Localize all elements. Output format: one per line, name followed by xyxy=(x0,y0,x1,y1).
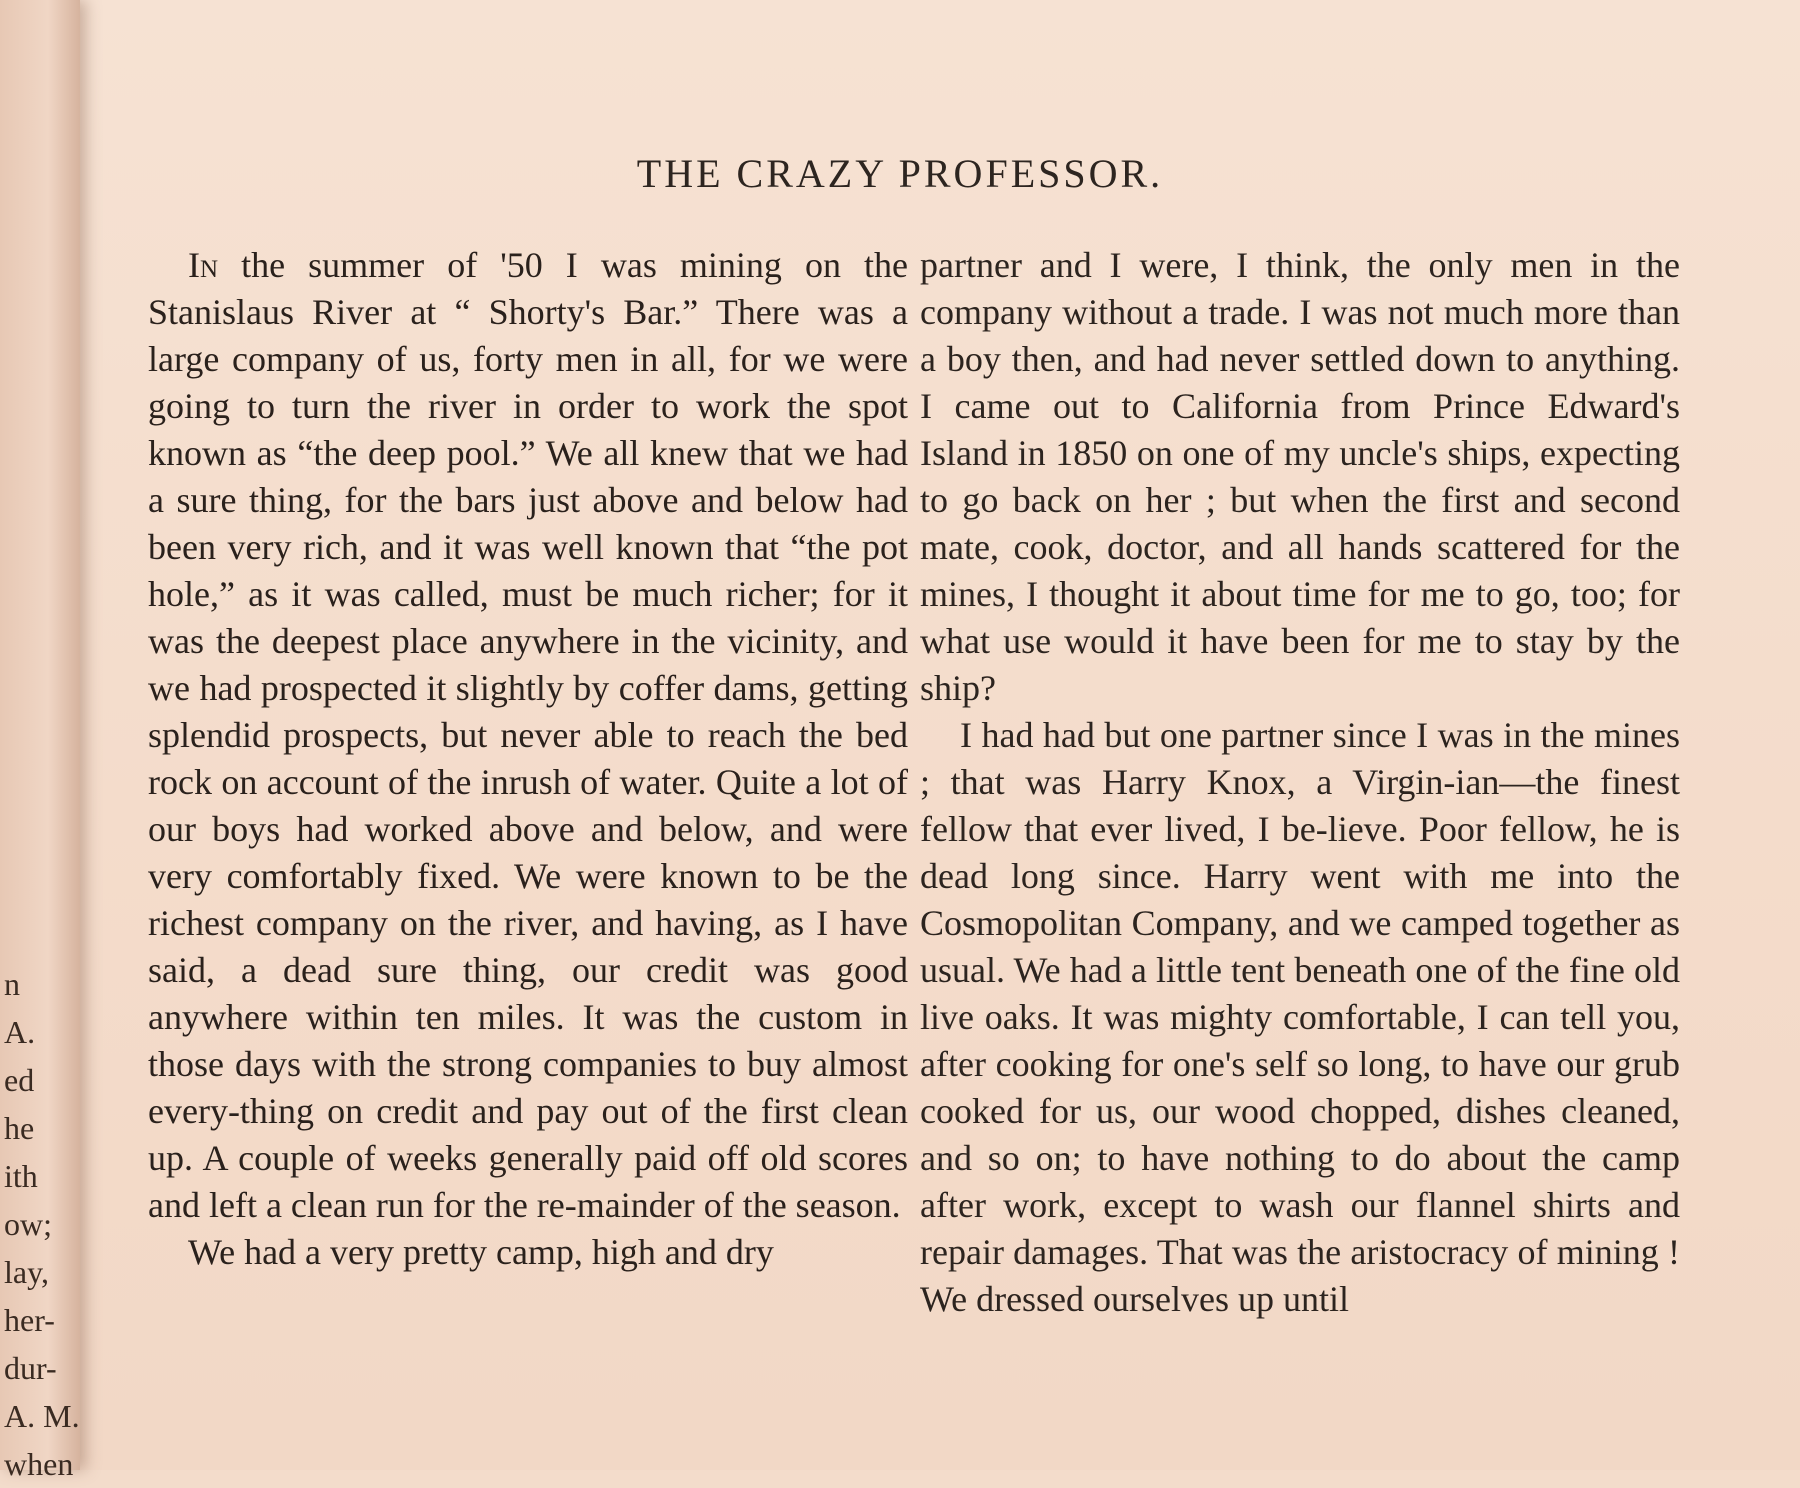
text-column-right xyxy=(920,242,1680,1323)
fragment-line: ow; xyxy=(4,1206,52,1242)
fragment-line: A. xyxy=(4,1014,36,1050)
paragraph-text: the summer of '50 I was mining on the Stanislaus River at “ Shorty's Bar.” There was a large company of us, forty men in all, for we were going to turn the river in order to work the spot known as “the deep pool.” We all knew that we had a sure thing, for the bars just above and below had been very rich, and it was well known that “the pot hole,” as it was called, must be much richer; for it was the deepest place anywhere in the vicinity, and we had prospected it slightly by coffer dams, getting splendid prospects, but never able to reach the bed rock on account of the inrush of water. Quite a lot of our boys had worked above and below, and were very comfortably fixed. We were known to be the richest company on the river, and having, as I have said, a dead sure thing, our credit was good anywhere within ten miles. It was the custom in those days with the strong companies to buy almost every-thing on credit and pay out of the first clean up. A couple of weeks generally paid off old scores and left a clean run for the re-mainder of the season. xyxy=(148,245,908,1225)
facing-page-edge xyxy=(0,0,80,1482)
fragment-line: lay, xyxy=(4,1254,50,1290)
fragment-line: A. M. xyxy=(4,1398,80,1434)
paragraph xyxy=(148,242,908,1229)
fragment-line: he xyxy=(4,1110,35,1146)
fragment-line: n xyxy=(4,966,20,1002)
opening-word: In xyxy=(188,245,219,285)
paragraph: I had had but one partner since I was in the mines ; that was Harry Knox, a Virgin-ian—the finest fellow that ever lived, I be-lieve. Poor fellow, he is dead long since. Harry went with me into the Cosmopolitan Company, and we camped together as usual. We had a little tent beneath one of the fine old live oaks. It was mighty comfortable, I can tell you, after cooking for one's self so long, to have our grub cooked for us, our wood chopped, dishes cleaned, and so on; to have nothing to do about the camp after work, except to wash our flannel shirts and repair damages. That was the aristocracy of mining ! We dressed ourselves up until xyxy=(920,715,1680,1319)
fragment-line: dur- xyxy=(4,1350,57,1386)
paragraph: partner and I were, I think, the only men in the company without a trade. I was not much more than a boy then, and had never settled down to anything. I came out to California from Prince Edward's Island in 1850 on one of my uncle's ships, expecting to go back on her ; but when the first and second mate, cook, doctor, and all hands scattered for the mines, I thought it about time for me to go, too; for what use would it have been for me to stay by the ship? xyxy=(920,245,1680,708)
fragment-line: when xyxy=(4,1446,74,1482)
facing-page-text-fragments xyxy=(4,960,80,1488)
fragment-line: her- xyxy=(4,1302,55,1338)
text-column-left xyxy=(148,242,908,1276)
fragment-line: ith xyxy=(4,1158,38,1194)
running-head: THE CRAZY PROFESSOR. xyxy=(636,151,1164,196)
paragraph: We had a very pretty camp, high and dry xyxy=(188,1232,774,1272)
fragment-line: ed xyxy=(4,1062,35,1098)
